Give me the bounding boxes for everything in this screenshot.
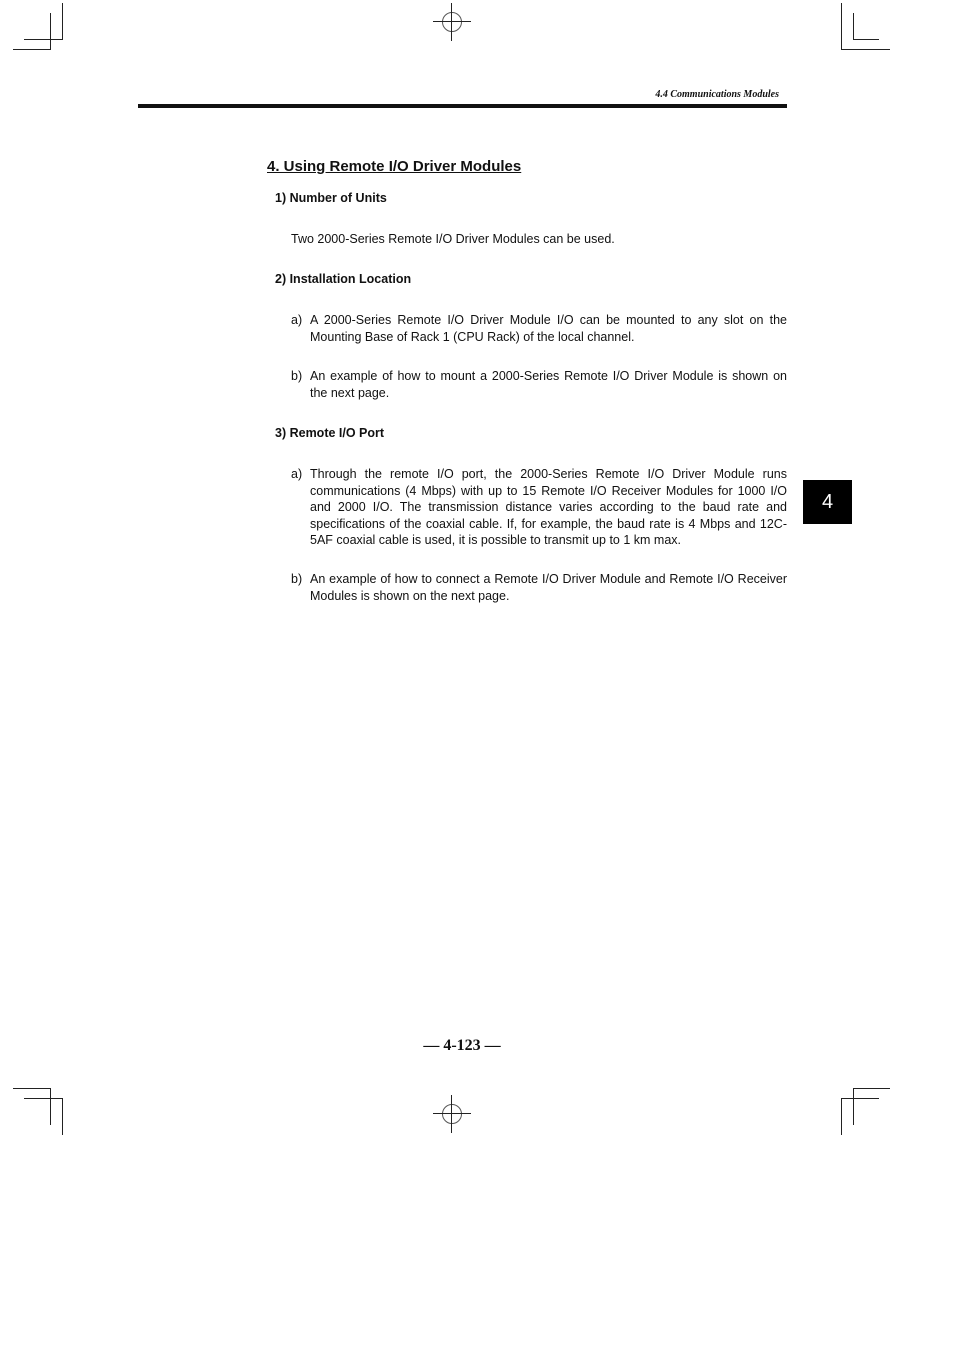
subsection-remote-io-port-title: 3) Remote I/O Port [275,426,385,440]
chapter-tab: 4 [803,480,852,524]
remote-io-item-b [291,571,787,604]
item-text: Through the remote I/O port, the 2000-Series Remote I/O Driver Module runs communications (4 Mbps) with up to 15 Remote I/O Receiver Modules for 1000 I/O and 2000 I/O. The transmission distance varies according to the baud rate and specifications of the coaxial cable. If, for example, the baud rate is 4 Mbps and 12C-5AF coaxial cable is used, it is possible to transmit up to 1 km max. [310,467,787,547]
installation-item-a [291,312,787,345]
item-label: a) [291,313,303,327]
subsection-installation-location-title: 2) Installation Location [275,272,412,286]
item-text: A 2000-Series Remote I/O Driver Module I/O can be mounted to any slot on the Mounting Base of Rack 1 (CPU Rack) of the local channel. [310,313,787,344]
item-label: b) [291,369,303,383]
number-of-units-text: Two 2000-Series Remote I/O Driver Modules can be used. [291,232,615,246]
item-text: An example of how to mount a 2000-Series Remote I/O Driver Module is shown on the next page. [310,369,787,400]
page-number: — 4-123 — [423,1037,501,1054]
header-rule [138,104,787,108]
section-title: 4. Using Remote I/O Driver Modules [267,158,522,175]
remote-io-item-a [291,466,787,549]
item-label: a) [291,467,303,481]
subsection-number-of-units-title: 1) Number of Units [275,191,387,205]
item-label: b) [291,572,303,586]
installation-item-b [291,368,787,401]
running-header: 4.4 Communications Modules [655,89,779,100]
item-text: An example of how to connect a Remote I/O Driver Module and Remote I/O Receiver Modules is shown on the next page. [310,572,787,603]
